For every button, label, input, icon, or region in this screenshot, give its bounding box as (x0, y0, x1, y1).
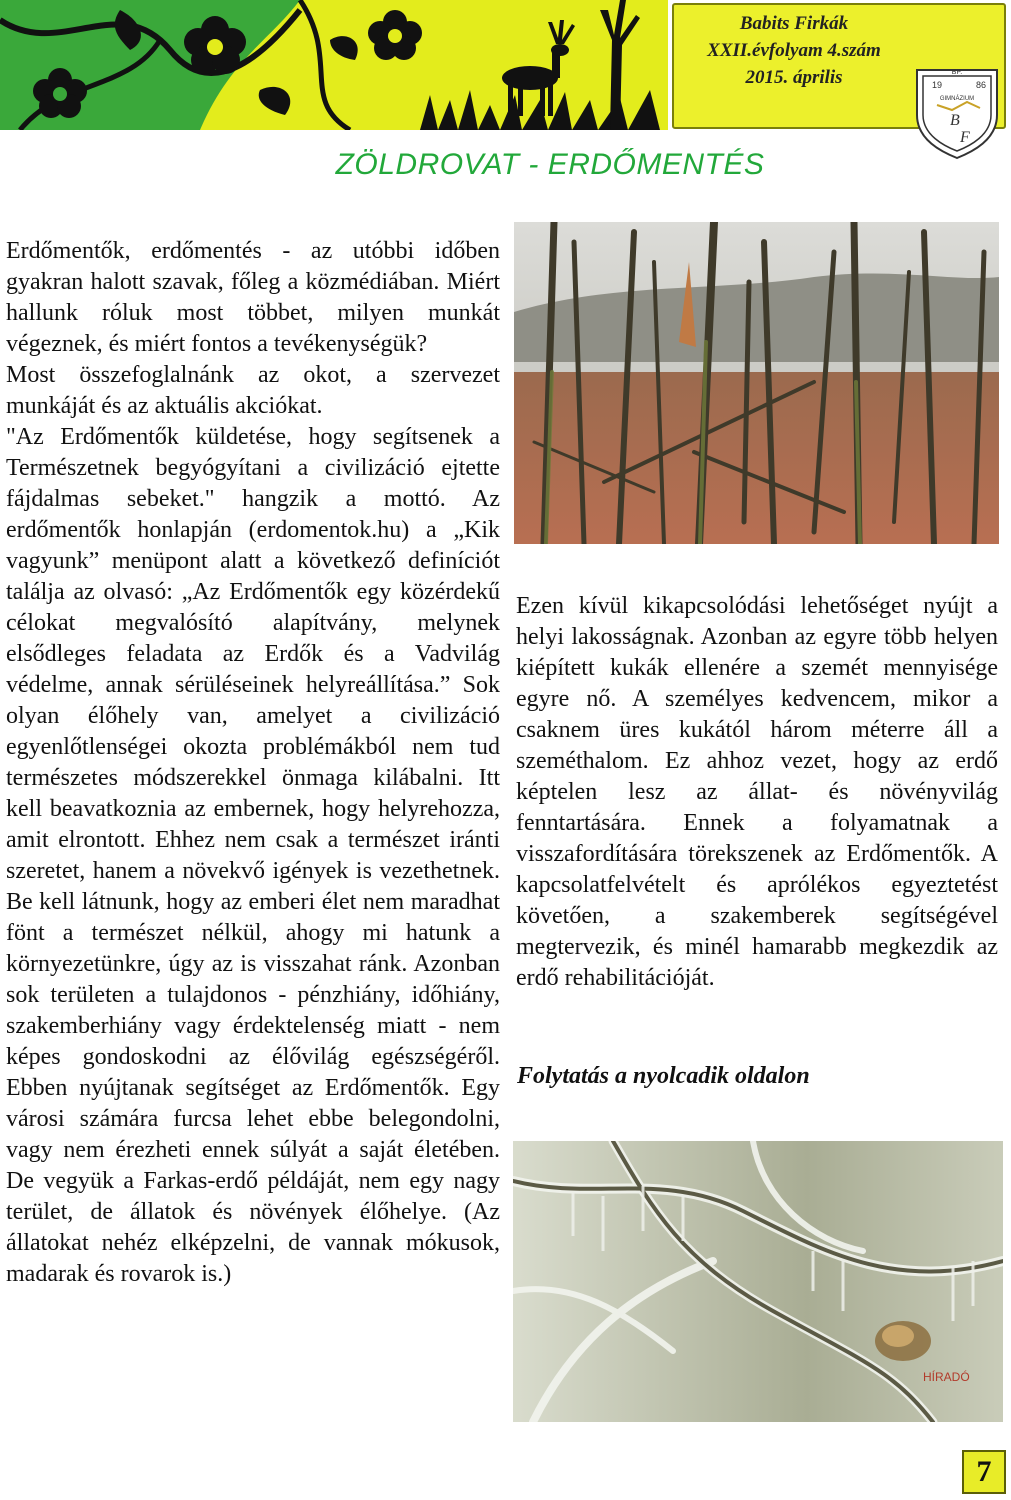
iced-branches-image (513, 1141, 1003, 1422)
page-number: 7 (962, 1450, 1006, 1494)
svg-text:GIMNÁZIUM: GIMNÁZIUM (939, 96, 975, 102)
issue-date: 2015. április (745, 67, 843, 88)
article-paragraph: Erdőmentők, erdőmentés - az utóbbi időben gyakran halott szavak, főleg a közmédiában. Miért hallunk róluk most többet, milyen munkát végeznek, és miért fontos a tevékenységük? (6, 238, 500, 357)
banner-illustration (0, 0, 668, 130)
damaged-forest-image (514, 222, 999, 544)
svg-text:F: F (960, 129, 970, 146)
seal-emblem (912, 60, 1002, 160)
article-paragraph: "Az Erdőmentők küldetése, hogy segítsenek a Természetnek begyógyítani a civilizáció ejtette fájdalmas sebeket." hangzik a mottó. Az erdőmentők honlapján (erdomentok.hu) a „Kik vagyunk” menüpont alatt a következő definíciót találja az olvasó: „Az Erdőmentők egy közérdekű célokat megvalósító alapítvány, melynek elsődleges feladata az Erdők és a Vadvilág védelme, annak sérüléseinek helyreállítása.” Sok olyan élőhely van, amelyet a civilizáció egyenlőtlenségei okozta problémákból nem tud természetes módszerekkel önmaga kilábalni. Itt kell beavatkoznia az embernek, hogy helyrehozza, amit elrontott. Ehhez nem csak a természet iránti szeretet, hanem a növekvő igények is vezethetnek. Be kell látnunk, hogy az emberi élet nem maradhat fönt a természet nélkül, ahogy mi hatunk a környezetünkre, úgy az is visszahat ránk. Azonban sok területen a tulajdonos - pénzhiány, időhiány, szakemberhiány vagy érdektelenség miatt - nem képes gondoskodni az élővilág egészségéről. Ebben nyújtanak segítséget az Erdőmentők. Egy városi számára furcsa lehet ebbe belegondolni, vagy nem érezheti ennek súlyát a saját életében. De vegyük a Farkas-erdő példáját, nem egy nagy terület, de állatok és növények élőhelye. (Az állatokat nehéz elképzelni, de vannak mókusok, madarak és rovarok is.) (6, 424, 500, 1287)
svg-text:19: 19 (932, 80, 943, 90)
article-left-column (6, 236, 500, 1290)
article-paragraph: Ezen kívül kikapcsolódási lehetőséget nyújt a helyi lakosságnak. Azonban az egyre több helyen kiépített kukák ellenére a szemét mennyisége egyre nő. A személyes kedvencem, mikor a csaknem üres kukától három méterre áll a szeméthalom. Ez ahhoz vezet, hogy az erdő képtelen lesz az állat- és növényvilág fenntartására. Ennek a folyamatnak a visszafordítására törekszenek az Erdőmentők. A kapcsolatfelvételt és aprólékos egyeztetést követően, a szakemberek segítségével megtervezik, és minél hamarabb megkezdik az erdő rehabilitációját. (516, 593, 998, 991)
svg-text:B: B (950, 112, 960, 129)
magazine-name: Babits Firkák (739, 13, 849, 34)
article-right-column (516, 591, 998, 994)
section-title: ZÖLDROVAT - ERDŐMENTÉS (335, 148, 765, 181)
article-paragraph: Most összefoglalnánk az okot, a szervezet munkáját és az aktuális akciókat. (6, 362, 500, 419)
iced-branches-photo (513, 1141, 1003, 1422)
ice-photo-watermark: HÍRADÓ (923, 1370, 970, 1384)
continuation-note: Folytatás a nyolcadik oldalon (517, 1063, 810, 1089)
school-seal-logo (912, 60, 1002, 160)
svg-text:86: 86 (976, 80, 987, 90)
svg-text:BP.: BP. (951, 69, 963, 76)
header-banner (0, 0, 668, 130)
forest-photo (514, 222, 999, 544)
issue-volume: XXII.évfolyam 4.szám (707, 40, 881, 61)
